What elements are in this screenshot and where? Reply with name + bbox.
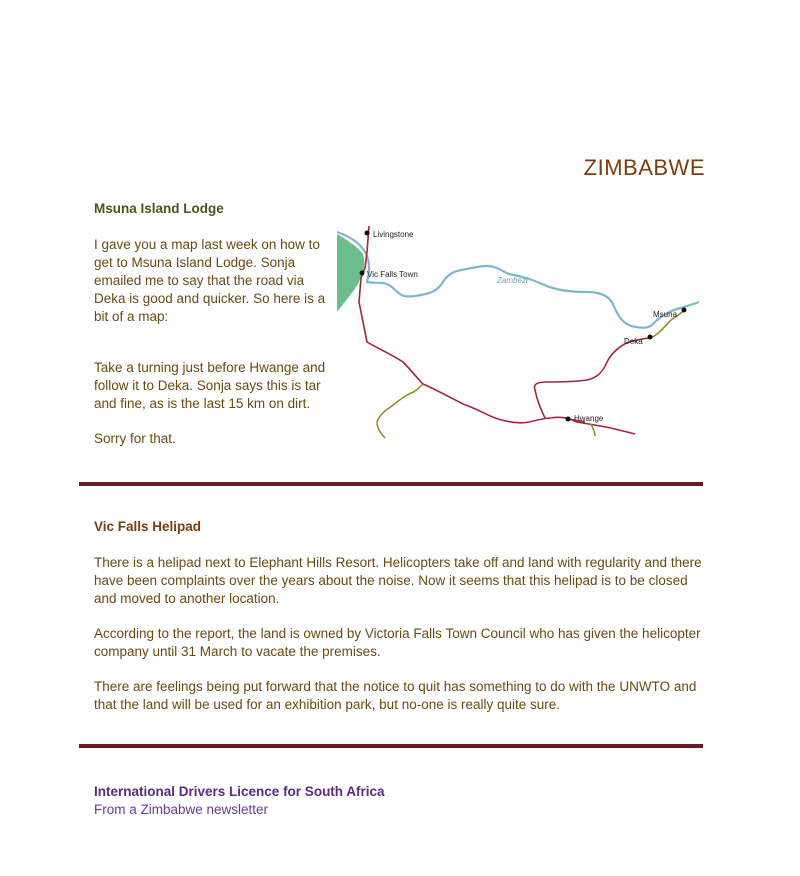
label-vic-falls: Vic Falls Town (367, 270, 418, 279)
paragraph: There are feelings being put forward that the notice to quit has something to do with the UNWTO and that the land will be used for an exhibition park, but no-one is really quite sure. (94, 679, 697, 712)
section-subtitle: From a Zimbabwe newsletter (94, 802, 269, 817)
paragraph: Sorry for that. (94, 431, 176, 446)
route-map (337, 222, 702, 442)
section-title-licence: International Drivers Licence for South Africa (94, 784, 385, 799)
label-deka: Deka (624, 337, 643, 346)
dirt-road-sw (377, 384, 423, 438)
section-divider (79, 744, 703, 748)
label-livingstone: Livingstone (373, 230, 414, 239)
deka-road (535, 338, 652, 418)
page-heading: ZIMBABWE (583, 155, 705, 180)
hwange-marker (566, 417, 571, 422)
main-road (359, 226, 635, 434)
paragraph: According to the report, the land is owned by Victoria Falls Town Council who has given the helicopter company until 31 March to vacate the premises. (94, 626, 701, 659)
section-title-msuna: Msuna Island Lodge (94, 201, 224, 216)
paragraph: Take a turning just before Hwange and follow it to Deka. Sonja says this is tar and fine, as is the last 15 km on dirt. (94, 360, 326, 411)
msuna-marker (682, 308, 687, 313)
label-msuna: Msuna (653, 310, 678, 319)
deka-marker (648, 335, 653, 340)
paragraph: There is a helipad next to Elephant Hills Resort. Helicopters take off and land with regularity and there have been complaints over the years about the noise. Now it seems that this helipad is to be closed and moved to another location. (94, 555, 702, 606)
livingstone-marker (365, 231, 370, 236)
paragraph: I gave you a map last week on how to get to Msuna Island Lodge. Sonja emailed me to say that the road via Deka is good and quicker. So here is a bit of a map: (94, 237, 326, 324)
section-divider (79, 482, 703, 486)
vic-falls-marker (360, 271, 365, 276)
label-hwange: Hwange (574, 414, 604, 423)
label-zambezi: Zambezi (497, 276, 528, 285)
dirt-road-hwange (591, 424, 595, 436)
section-title-helipad: Vic Falls Helipad (94, 519, 202, 534)
